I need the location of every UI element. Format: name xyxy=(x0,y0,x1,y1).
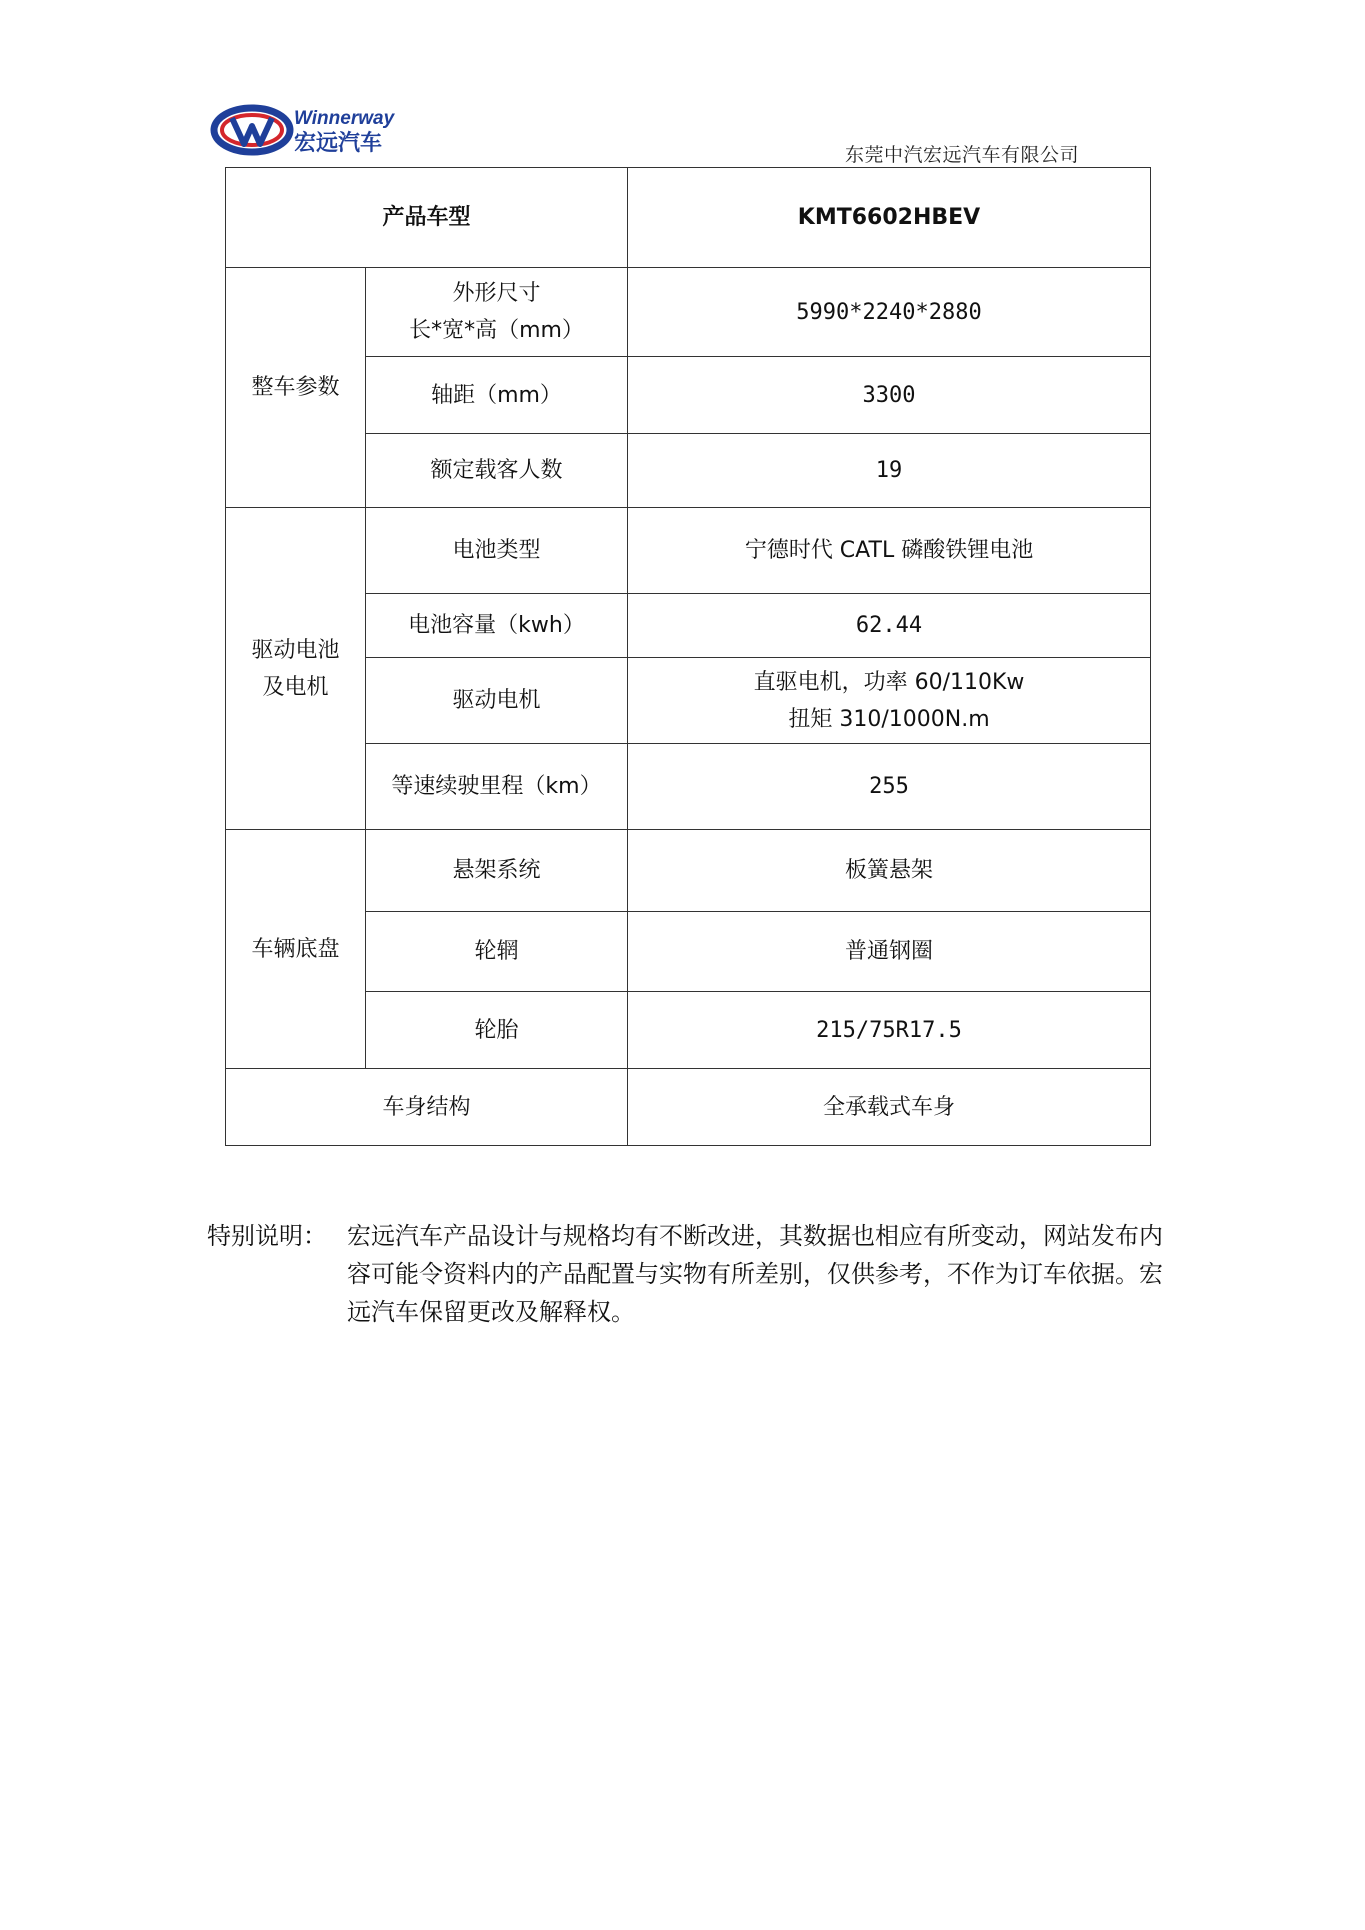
note-lead: 特别说明： xyxy=(207,1222,327,1250)
table-row xyxy=(226,268,1151,357)
spec-table xyxy=(225,167,1151,1146)
note-text: 宏远汽车产品设计与规格均有不断改进，其数据也相应有所变动，网站发布内容可能令资料内的产品配置与实物有所差别，仅供参考，不作为订车依据。宏远汽车保留更改及解释权。 xyxy=(347,1222,1163,1326)
range-value: 255 xyxy=(628,744,1151,830)
seats-label: 额定载客人数 xyxy=(366,434,628,508)
table-row xyxy=(226,168,1151,268)
dimensions-value: 5990*2240*2880 xyxy=(628,268,1151,357)
motor-label: 驱动电机 xyxy=(366,658,628,744)
company-name: 东莞中汽宏远汽车有限公司 xyxy=(845,144,1080,166)
tire-label: 轮胎 xyxy=(366,992,628,1069)
group-battery-motor: 驱动电池 及电机 xyxy=(226,508,366,830)
motor-value: 直驱电机，功率 60/110Kw 扭矩 310/1000N.m xyxy=(628,658,1151,744)
rim-value: 普通钢圈 xyxy=(628,912,1151,992)
header-label: 产品车型 xyxy=(226,168,628,268)
dimensions-label: 外形尺寸 长*宽*高（mm） xyxy=(366,268,628,357)
suspension-value: 板簧悬架 xyxy=(628,830,1151,912)
tire-value: 215/75R17.5 xyxy=(628,992,1151,1069)
body-structure-value: 全承载式车身 xyxy=(628,1069,1151,1146)
wheelbase-label: 轴距（mm） xyxy=(366,357,628,434)
suspension-label: 悬架系统 xyxy=(366,830,628,912)
table-row xyxy=(226,830,1151,912)
svg-text:Winnerway: Winnerway xyxy=(294,108,395,129)
seats-value: 19 xyxy=(628,434,1151,508)
body-structure-label: 车身结构 xyxy=(226,1069,628,1146)
battery-capacity-value: 62.44 xyxy=(628,594,1151,658)
wheelbase-value: 3300 xyxy=(628,357,1151,434)
svg-text:宏远汽车: 宏远汽车 xyxy=(294,131,383,156)
battery-type-label: 电池类型 xyxy=(366,508,628,594)
range-label: 等速续驶里程（km） xyxy=(366,744,628,830)
battery-type-value: 宁德时代 CATL 磷酸铁锂电池 xyxy=(628,508,1151,594)
special-note xyxy=(207,1217,1167,1331)
table-row xyxy=(226,508,1151,594)
battery-capacity-label: 电池容量（kwh） xyxy=(366,594,628,658)
group-chassis: 车辆底盘 xyxy=(226,830,366,1069)
header-value: KMT6602HBEV xyxy=(628,168,1151,268)
winnerway-logo xyxy=(210,100,410,160)
table-row xyxy=(226,1069,1151,1146)
rim-label: 轮辋 xyxy=(366,912,628,992)
group-vehicle-params: 整车参数 xyxy=(226,268,366,508)
